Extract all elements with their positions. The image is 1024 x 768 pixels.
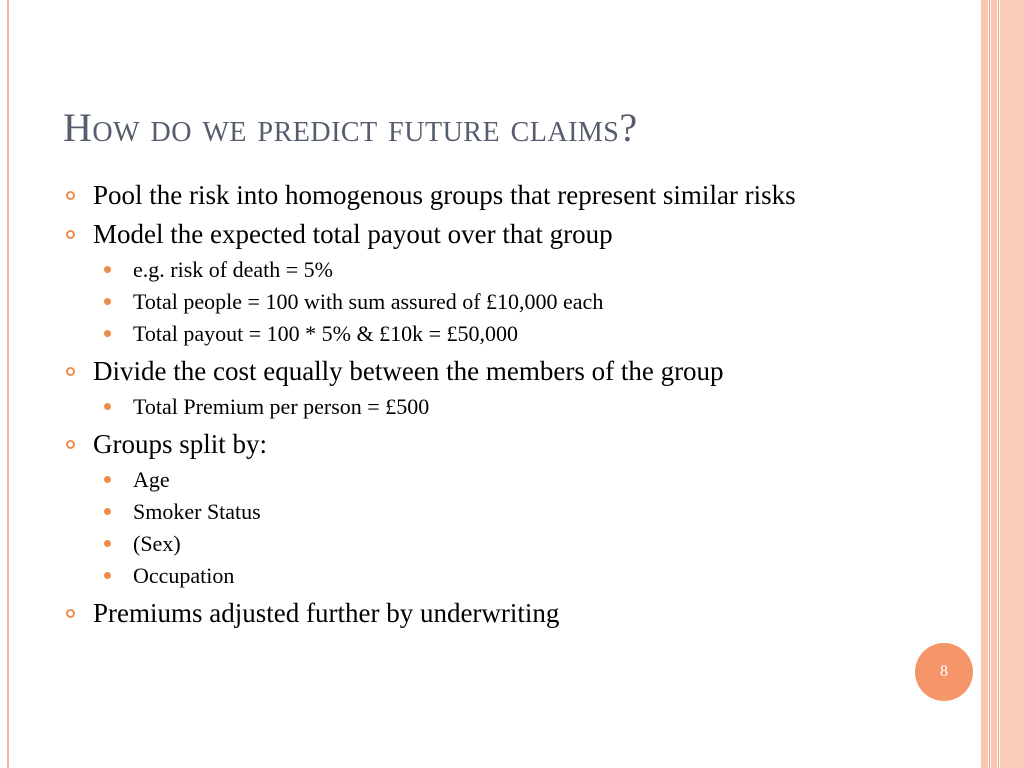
right-border-line [989, 0, 990, 768]
bullet-text: Model the expected total payout over that group [93, 219, 613, 249]
dot-bullet-icon [104, 298, 111, 305]
sub-bullet-list [64, 464, 884, 592]
bullet-point [64, 429, 884, 460]
sub-bullet-text: Occupation [133, 563, 235, 588]
sub-bullet-list [64, 254, 884, 350]
bullet-text: Divide the cost equally between the members of the group [93, 356, 724, 386]
sub-bullet-point [64, 286, 884, 318]
bullet-point [64, 219, 884, 250]
sub-bullet-text: (Sex) [133, 531, 181, 556]
right-border-line [998, 0, 999, 768]
sub-bullet-text: Total payout = 100 * 5% & £10k = £50,000 [133, 321, 519, 346]
dot-bullet-icon [104, 403, 111, 410]
dot-bullet-icon [104, 508, 111, 515]
sub-bullet-text: Total Premium per person = £500 [133, 394, 430, 419]
sub-bullet-point [64, 464, 884, 496]
sub-bullet-point [64, 318, 884, 350]
bullet-point [64, 180, 884, 211]
page-number-badge [915, 643, 973, 701]
dot-bullet-icon [104, 266, 111, 273]
page-number: 8 [940, 663, 948, 680]
right-border-stripe [991, 0, 997, 768]
bullet-point [64, 598, 884, 629]
circle-bullet-icon [66, 609, 75, 618]
dot-bullet-icon [104, 572, 111, 579]
right-border-stripe [1000, 0, 1024, 768]
circle-bullet-icon [66, 191, 75, 200]
left-border-line [7, 0, 9, 768]
bullet-point [64, 356, 884, 387]
circle-bullet-icon [66, 367, 75, 376]
bullet-text: Premiums adjusted further by underwriting [93, 598, 560, 628]
sub-bullet-text: Age [133, 467, 170, 492]
right-border-stripe [981, 0, 988, 768]
dot-bullet-icon [104, 476, 111, 483]
sub-bullet-text: e.g. risk of death = 5% [133, 257, 333, 282]
bullet-text: Groups split by: [93, 429, 268, 459]
sub-bullet-point [64, 560, 884, 592]
slide-content [64, 180, 884, 637]
circle-bullet-icon [66, 230, 75, 239]
sub-bullet-point [64, 391, 884, 423]
sub-bullet-text: Smoker Status [133, 499, 261, 524]
sub-bullet-point [64, 528, 884, 560]
dot-bullet-icon [104, 540, 111, 547]
bullet-text: Pool the risk into homogenous groups that represent similar risks [93, 180, 796, 210]
sub-bullet-point [64, 254, 884, 286]
sub-bullet-list [64, 391, 884, 423]
sub-bullet-text: Total people = 100 with sum assured of £10,000 each [133, 289, 604, 314]
sub-bullet-point [64, 496, 884, 528]
dot-bullet-icon [104, 330, 111, 337]
circle-bullet-icon [66, 440, 75, 449]
slide-title: How do we predict future claims? [63, 105, 638, 150]
